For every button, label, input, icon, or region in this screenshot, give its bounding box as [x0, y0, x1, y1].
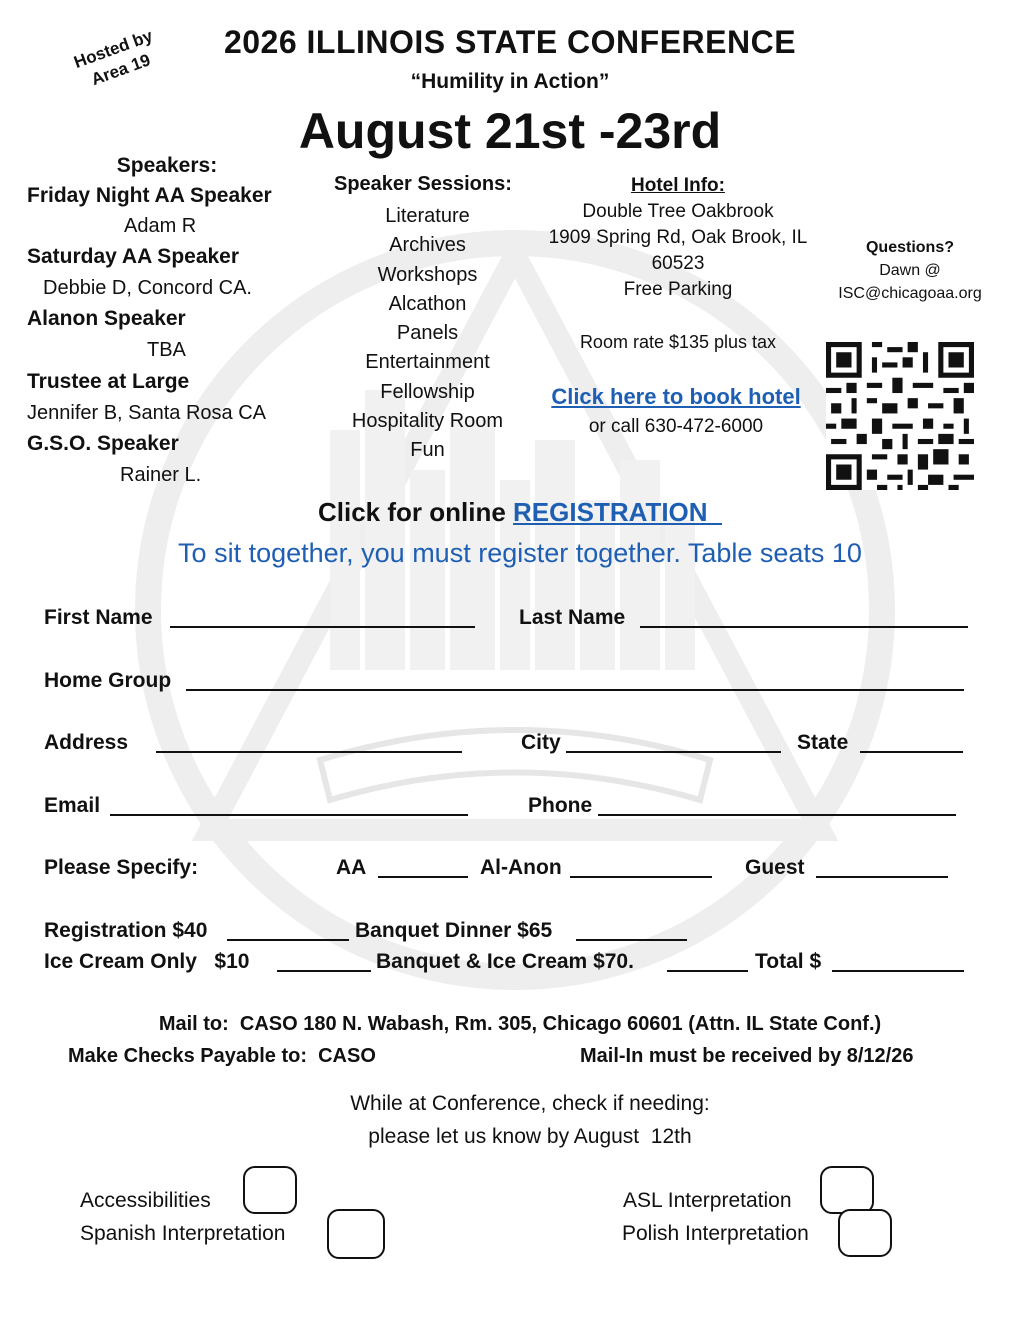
state-label: State: [797, 731, 849, 754]
registration-link[interactable]: REGISTRATION: [513, 497, 722, 527]
spanish-checkbox[interactable]: [327, 1209, 385, 1259]
city-field[interactable]: [566, 733, 781, 753]
speaker-name: Adam R: [124, 215, 197, 237]
home-group-field[interactable]: [186, 671, 964, 691]
page-title: 2026 ILLINOIS STATE CONFERENCE: [223, 24, 797, 60]
hosted-by-stamp: Hosted by Area 19: [71, 26, 156, 90]
polish-label: Polish Interpretation: [622, 1222, 809, 1245]
hotel-name: Double Tree Oakbrook: [582, 201, 774, 222]
email-label: Email: [44, 794, 101, 817]
alanon-field[interactable]: [570, 858, 712, 878]
accessibilities-checkbox[interactable]: [243, 1166, 297, 1214]
session-item: Workshops: [377, 263, 478, 286]
mail-deadline: Mail-In must be received by 8/12/26: [580, 1045, 914, 1067]
registration-fee-field[interactable]: [227, 921, 349, 941]
conference-theme: “Humility in Action”: [410, 70, 610, 93]
sessions-list: [330, 202, 525, 466]
total-field[interactable]: [832, 952, 964, 972]
speaker-role: Saturday AA Speaker: [27, 245, 240, 268]
hotel-heading: Hotel Info:: [631, 175, 725, 196]
hotel-rate: Room rate $135 plus tax: [579, 332, 777, 352]
state-field[interactable]: [860, 733, 963, 753]
polish-checkbox[interactable]: [838, 1209, 892, 1257]
banquet-ice-label: Banquet & Ice Cream $70.: [376, 950, 634, 973]
speaker-name: Rainer L.: [120, 464, 202, 486]
session-item: Fun: [410, 439, 445, 462]
conference-dates: August 21st -23rd: [298, 103, 722, 159]
spanish-label: Spanish Interpretation: [80, 1222, 286, 1245]
session-item: Panels: [396, 322, 459, 345]
book-hotel-link[interactable]: Click here to book hotel: [551, 384, 801, 409]
speaker-name: Debbie D, Concord CA.: [43, 277, 252, 299]
accessibilities-label: Accessibilities: [80, 1189, 211, 1212]
questions-box: [830, 236, 990, 305]
address-label: Address: [44, 731, 129, 754]
sessions-heading: Speaker Sessions:: [334, 173, 512, 195]
asl-checkbox[interactable]: [820, 1166, 874, 1214]
city-label: City: [521, 731, 561, 754]
registration-fee-label: Registration $40: [44, 919, 208, 942]
address-field[interactable]: [156, 733, 462, 753]
phone-label: Phone: [528, 794, 593, 817]
asl-label: ASL Interpretation: [623, 1189, 792, 1212]
speaker-role: Trustee at Large: [27, 370, 190, 393]
session-item: Hospitality Room: [351, 410, 504, 433]
banquet-label: Banquet Dinner $65: [355, 919, 553, 942]
phone-field[interactable]: [598, 796, 956, 816]
hotel-phone: or call 630-472-6000: [588, 416, 764, 437]
mail-address: Mail to: CASO 180 N. Wabash, Rm. 305, Chicago 60601 (Attn. IL State Conf.): [158, 1013, 882, 1035]
session-item: Fellowship: [380, 380, 475, 403]
speakers-heading: Speakers:: [116, 154, 218, 177]
session-item: Archives: [389, 234, 466, 257]
hotel-info: [532, 173, 824, 303]
speaker-role: Alanon Speaker: [27, 307, 186, 330]
speaker-name: Jennifer B, Santa Rosa CA: [27, 402, 267, 424]
first-name-field[interactable]: [170, 608, 475, 628]
questions-heading: Questions?: [865, 239, 954, 256]
qr-code-icon[interactable]: [826, 342, 974, 490]
speaker-role: Friday Night AA Speaker: [27, 184, 272, 207]
registration-prompt: [0, 497, 1020, 528]
aa-label: AA: [336, 856, 367, 879]
banquet-field[interactable]: [576, 921, 687, 941]
checks-payable: Make Checks Payable to: CASO: [68, 1045, 376, 1067]
home-group-label: Home Group: [44, 669, 172, 692]
last-name-field[interactable]: [640, 608, 968, 628]
questions-contact: Dawn @: [879, 262, 941, 279]
guest-label: Guest: [745, 856, 805, 879]
guest-field[interactable]: [816, 858, 948, 878]
session-item: Literature: [385, 205, 470, 227]
session-item: Alcathon: [388, 292, 467, 315]
last-name-label: Last Name: [519, 606, 626, 629]
hotel-address: 1909 Spring Rd, Oak Brook, IL 60523: [548, 227, 808, 274]
total-label: Total $: [755, 950, 822, 973]
needs-line1: While at Conference, check if needing:: [350, 1092, 710, 1115]
speaker-role: G.S.O. Speaker: [27, 432, 179, 455]
ice-cream-field[interactable]: [277, 952, 371, 972]
banquet-ice-field[interactable]: [667, 952, 748, 972]
alanon-label: Al-Anon: [480, 856, 562, 879]
questions-email[interactable]: ISC@chicagoaa.org: [838, 285, 982, 302]
ice-cream-label: Ice Cream Only $10: [44, 950, 250, 973]
registration-prompt-text: Click for online: [318, 497, 514, 527]
seating-note: To sit together, you must register together. Table seats 10: [178, 538, 862, 568]
email-field[interactable]: [110, 796, 468, 816]
first-name-label: First Name: [44, 606, 153, 629]
specify-label: Please Specify:: [44, 856, 199, 879]
speaker-name: TBA: [147, 339, 186, 361]
needs-line2: please let us know by August 12th: [368, 1125, 692, 1148]
session-item: Entertainment: [365, 351, 490, 374]
aa-field[interactable]: [378, 858, 468, 878]
hotel-parking: Free Parking: [623, 279, 733, 300]
